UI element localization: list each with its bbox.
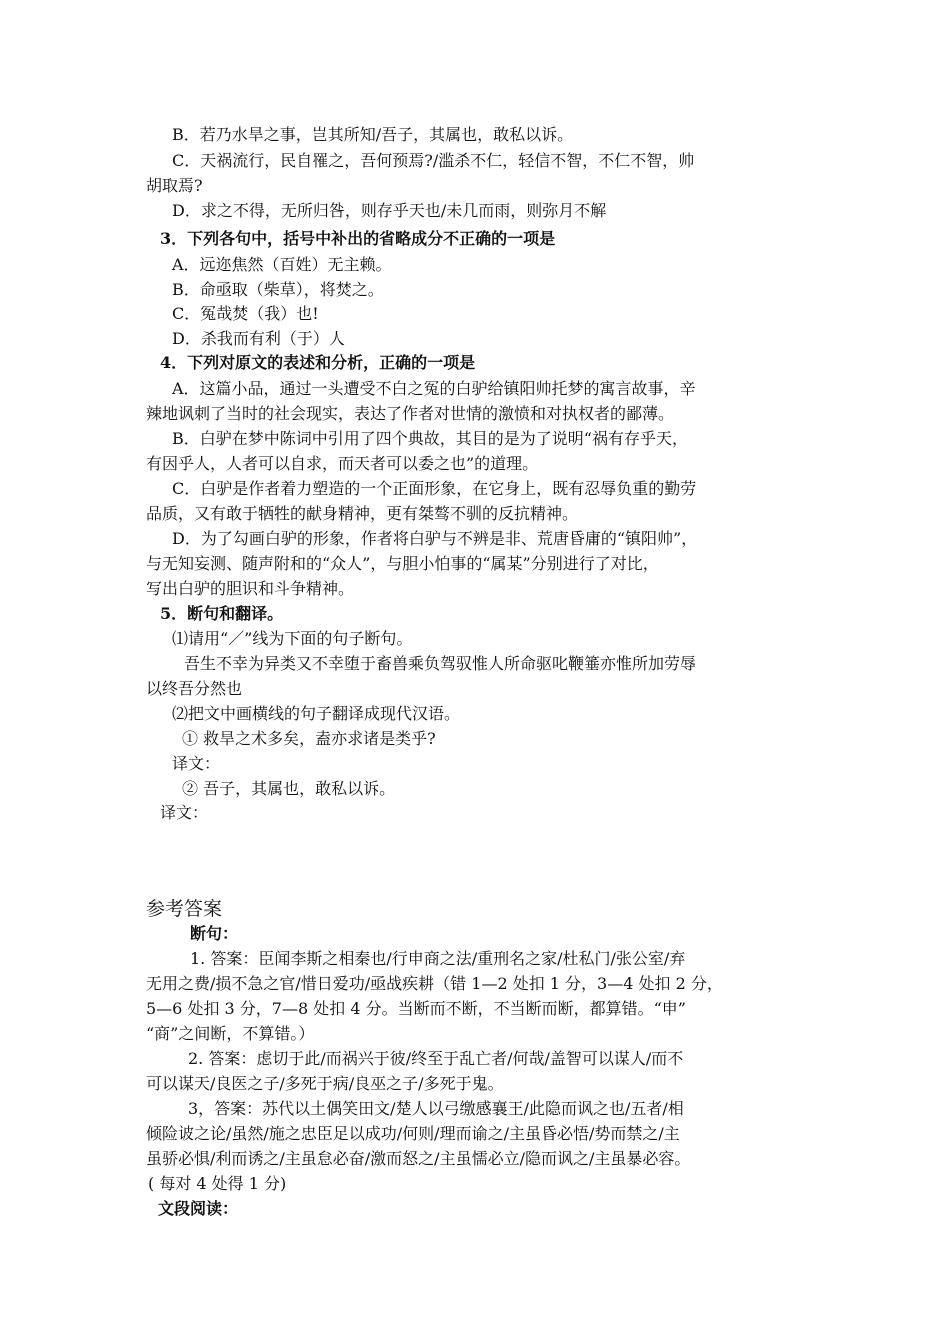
answer-3-line2: 倾险诐之论/虽然/施之忠臣足以成功/何则/理而谕之/主虽昏必悟/势而禁之/主 [146, 1124, 680, 1143]
q4-option-c-line2: 品质，又有敢于牺牲的献身精神，更有桀骜不驯的反抗精神。 [146, 504, 579, 523]
q4-option-d-line3: 写出白驴的胆识和斗争精神。 [146, 579, 355, 598]
q3-option-d: D．杀我而有利（于）人 [172, 329, 345, 348]
q4-option-a-line2: 辣地讽刺了当时的社会现实，表达了作者对世情的激愤和对执权者的鄙薄。 [146, 404, 675, 423]
answer-3-line1: 3，答案：苏代以土偶笑田文/楚人以弓缴感襄王/此隐而讽之也/五者/相 [188, 1099, 684, 1118]
question-3-title: 3．下列各句中，括号中补出的省略成分不正确的一项是 [160, 229, 556, 248]
q4-option-b-line2: 有因乎人，人者可以自求，而天者可以委之也”的道理。 [146, 454, 539, 473]
answers-section-duanju: 断句： [190, 924, 239, 943]
option-c-line: C．天祸流行，民自罹之，吾何预焉?/滥杀不仁，轻信不智，不仁不智，帅 [172, 151, 695, 170]
q5-translation-label-1: 译文： [172, 754, 221, 773]
option-d-line: D．求之不得，无所归咎，则存乎天也/未几而雨，则弥月不解 [172, 201, 607, 220]
q5-sentence-1: ① 救旱之术多矣，盍亦求诸是类乎? [182, 729, 436, 748]
answer-1-line3: 5—6 处扣 3 分，7—8 处扣 4 分。当断而不断，不当断而断，都算错。“申” [146, 999, 686, 1018]
q5-part1-text-line2: 以终吾分然也 [146, 679, 243, 698]
answer-1-line1: 1. 答案：臣闻李斯之相秦也/行申商之法/重刑名之家/杜私门/张公室/弃 [190, 949, 686, 968]
answers-heading: 参考答案 [146, 898, 223, 920]
question-4-title: 4．下列对原文的表述和分析，正确的一项是 [160, 353, 476, 372]
answers-section-reading: 文段阅读： [158, 1199, 239, 1218]
q4-option-d-line2: 与无知妄测、随声附和的“众人”，与胆小怕事的“属某”分别进行了对比， [146, 554, 659, 573]
q5-translation-label-2: 译文： [160, 803, 209, 822]
q4-option-d-line1: D．为了勾画白驴的形象，作者将白驴与不辨是非、荒唐昏庸的“镇阳帅”， [172, 529, 698, 548]
q3-option-b: B．命亟取（柴草），将焚之。 [172, 280, 384, 299]
answer-3-line3: 虽骄必惧/利而诱之/主虽怠必奋/激而怒之/主虽懦必立/隐而讽之/主虽暴必容。 [146, 1149, 691, 1168]
answer-3-scoring: ( 每对 4 处得 1 分) [148, 1174, 287, 1193]
q5-part1-instruction: ⑴请用“／”线为下面的句子断句。 [172, 629, 413, 648]
q4-option-a-line1: A．这篇小品，通过一头遭受不白之冤的白驴给镇阳帅托梦的寓言故事，辛 [172, 379, 696, 398]
answer-1-line2: 无用之费/损不急之官/惜日爱功/亟战疾耕（错 1—2 处扣 1 分，3—4 处扣 2 分， [146, 974, 723, 993]
q5-sentence-2: ② 吾子，其属也，敢私以诉。 [182, 779, 396, 798]
q3-option-a: A．远迩焦然（百姓）无主赖。 [172, 255, 392, 274]
question-5-title: 5．断句和翻译。 [160, 604, 284, 623]
q5-part2-instruction: ⑵把文中画横线的句子翻译成现代汉语。 [172, 704, 461, 723]
q4-option-c-line1: C．白驴是作者着力塑造的一个正面形象，在它身上，既有忍辱负重的勤劳 [172, 479, 697, 498]
option-b-line: B．若乃水旱之事，岂其所知/吾子，其属也，敢私以诉。 [172, 125, 574, 144]
answer-2-line1: 2. 答案：虑切于此/而祸兴于彼/终至于乱亡者/何哉/盖智可以谋人/而不 [188, 1049, 684, 1068]
answer-2-line2: 可以谋天/良医之子/多死于病/良巫之子/多死于鬼。 [146, 1074, 504, 1093]
q5-part1-text-line1: 吾生不幸为异类又不幸堕于畜兽乘负驾驭惟人所命驱叱鞭箠亦惟所加劳辱 [184, 654, 697, 673]
q3-option-c: C．冤哉焚（我）也! [172, 304, 319, 323]
q4-option-b-line1: B．白驴在梦中陈词中引用了四个典故，其目的是为了说明“祸有存乎天， [172, 429, 688, 448]
answer-1-line4: “商”之间断，不算错。） [146, 1024, 315, 1043]
option-c-continuation: 胡取焉? [146, 176, 203, 195]
